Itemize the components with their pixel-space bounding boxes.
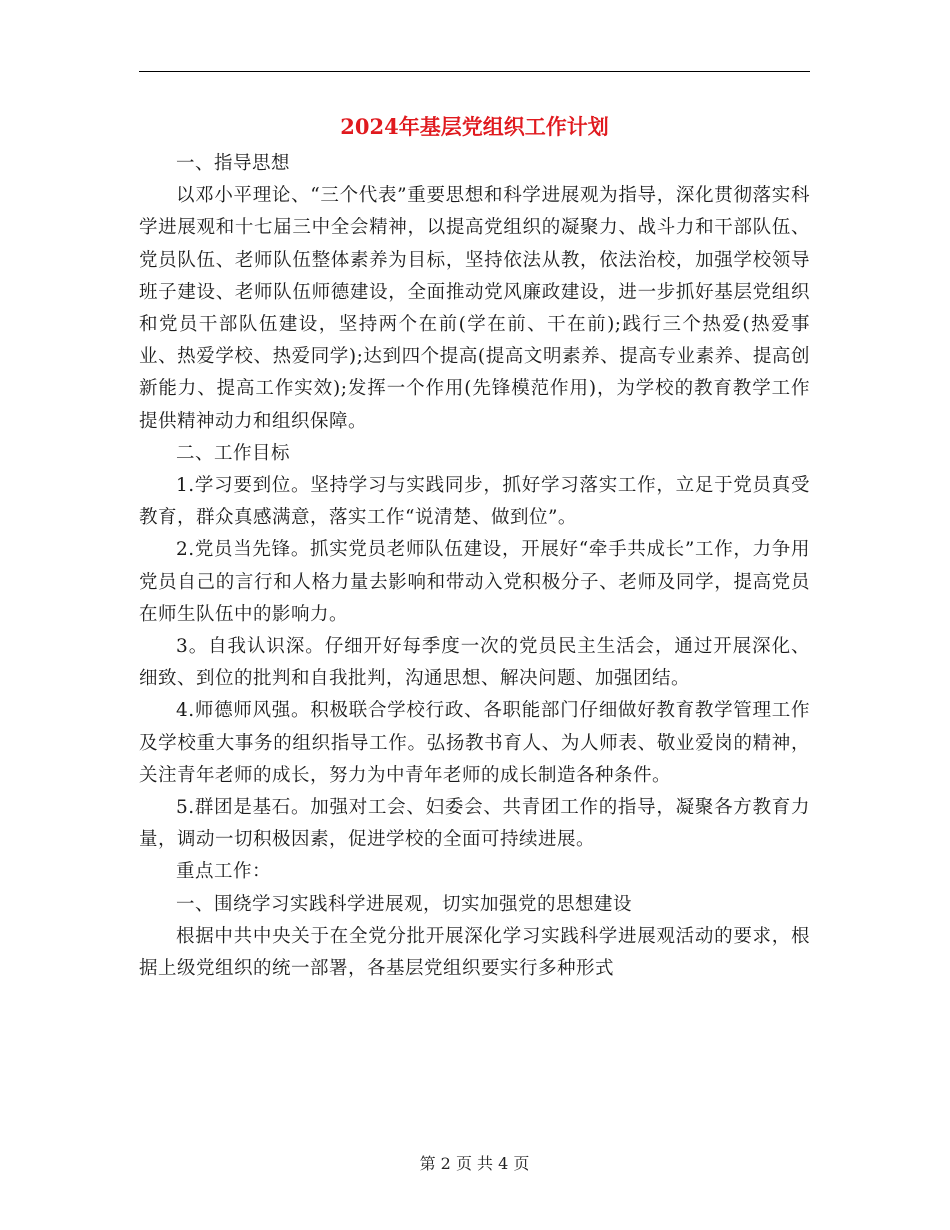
heading-key-work: 重点工作： <box>176 861 272 883</box>
heading-work-goals: 二、工作目标 <box>176 442 291 464</box>
goal-item-3: 3。自我认识深。仔细开好每季度一次的党员民主生活会，通过开展深化、细致、到位的批判和自我批判，沟通思想、解决问题、加强团结。 <box>139 636 810 690</box>
paragraph-guiding-ideology: 以邓小平理论、“三个代表”重要思想和科学进展观为指导，深化贯彻落实科学进展观和十七届三中全会精神，以提高党组织的凝聚力、战斗力和干部队伍、党员队伍、老师队伍整体素养为目标，坚持依法从教，依法治校，加强学校领导班子建设、老师队伍师德建设，全面推动党风廉政建设，进一步抓好基层党组织和党员干部队伍建设，坚持两个在前(学在前、干在前);践行三个热爱(热爱事业、热爱学校、热爱同学);达到四个提高(提高文明素养、提高专业素养、提高创新能力、提高工作实效);发挥一个作用(先锋模范作用)，为学校的教育教学工作提供精神动力和组织保障。 <box>139 185 810 432</box>
goal-item-5: 5.群团是基石。加强对工会、妇委会、共青团工作的指导，凝聚各方教育力量，调动一切积极因素，促进学校的全面可持续进展。 <box>139 797 810 851</box>
paragraph-key-work-item-1: 根据中共中央关于在全党分批开展深化学习实践科学进展观活动的要求，根据上级党组织的统一部署，各基层党组织要实行多种形式 <box>139 925 810 980</box>
page-number-footer: 第 2 页 共 4 页 <box>419 1154 530 1173</box>
goal-item-2: 2.党员当先锋。抓实党员老师队伍建设，开展好“牵手共成长”工作，力争用党员自己的言行和人格力量去影响和带动入党积极分子、老师及同学，提高党员在师生队伍中的影响力。 <box>139 539 810 625</box>
header-rule <box>139 71 810 72</box>
document-body <box>139 148 810 985</box>
heading-guiding-ideology: 一、指导思想 <box>176 153 291 174</box>
document-title: 2024年基层党组织工作计划 <box>340 114 609 139</box>
goal-item-4: 4.师德师风强。积极联合学校行政、各职能部门仔细做好教育教学管理工作及学校重大事务的组织指导工作。弘扬教书育人、为人师表、敬业爱岗的精神，关注青年老师的成长，努力为中青年老师的成长制造各种条件。 <box>139 700 810 786</box>
heading-key-work-item-1: 一、围绕学习实践科学进展观，切实加强党的思想建设 <box>176 893 633 915</box>
goal-item-1: 1.学习要到位。坚持学习与实践同步，抓好学习落实工作，立足于党员真受教育，群众真感满意，落实工作“说清楚、做到位”。 <box>139 475 810 529</box>
